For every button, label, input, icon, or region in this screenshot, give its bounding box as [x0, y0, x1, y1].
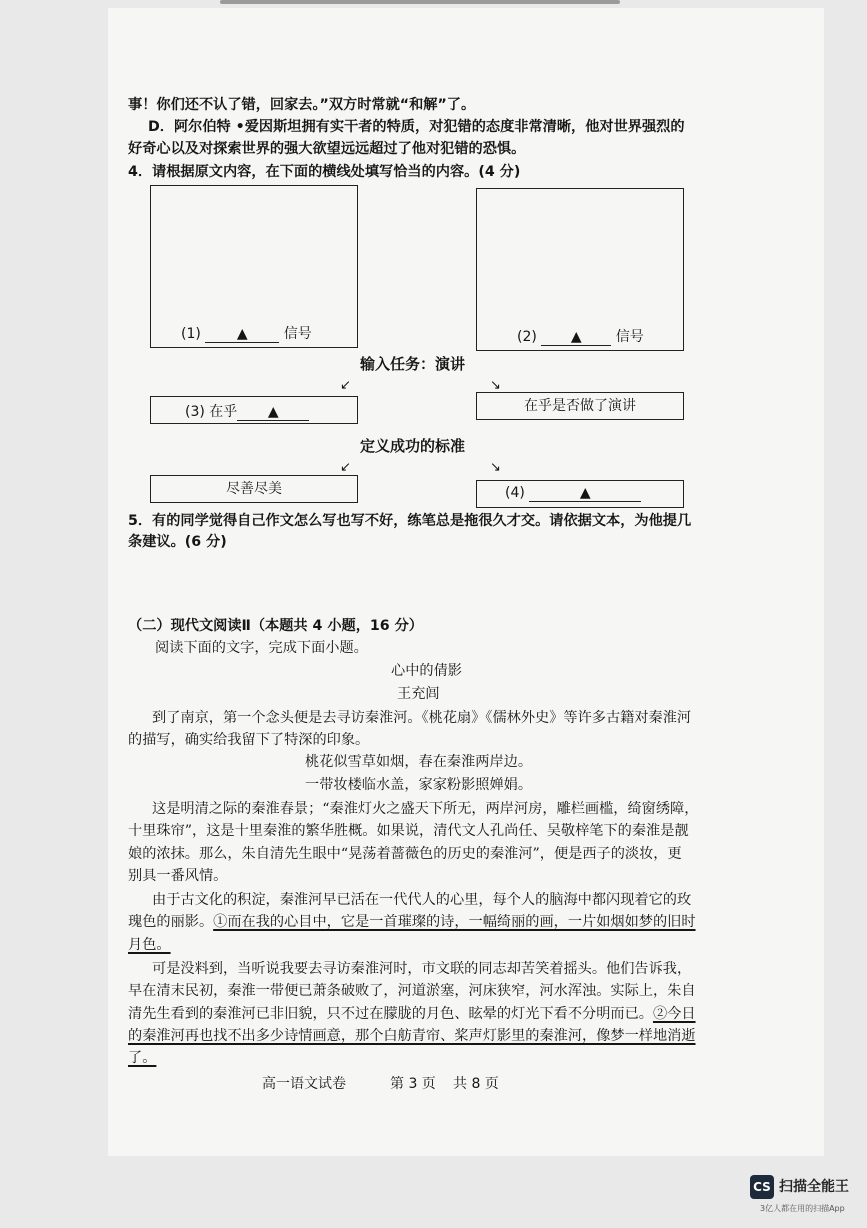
box-2-label [517, 326, 644, 346]
underlined-sentence-1-end: 月色。 [128, 937, 171, 953]
diagram-label-task: 输入任务：演讲 [360, 355, 466, 373]
box-4-label [505, 485, 641, 502]
diagram-label-standard: 定义成功的标准 [360, 437, 466, 455]
camscanner-name: 扫描全能王 [779, 1179, 849, 1195]
box-1-label [181, 323, 312, 343]
passage-author: 王充闾 [397, 686, 440, 702]
poem-line: 桃花似雪草如烟，春在秦淮两岸边。 [305, 754, 533, 770]
option-d-line2: 好奇心以及对探索世界的强大欲望远远超过了他对犯错的恐惧。 [128, 141, 526, 157]
poem-line: 一带妆楼临水盖，家家粉影照婵娟。 [305, 777, 533, 793]
camscanner-logo-icon: CS [750, 1175, 774, 1199]
arrow-down-left-icon: ↙ [340, 460, 351, 475]
passage-text: 清先生看到的秦淮河已非旧貌，只不过在朦胧的月色、眩晕的灯光下看不分明而已。 [128, 1006, 653, 1022]
question-4: 4．请根据原文内容，在下面的横线处填写恰当的内容。(4 分) [128, 164, 521, 180]
passage-line: 娘的浓抹。那么，朱自清先生眼中“晃荡着蔷薇色的历史的秦淮河”，便是西子的淡妆，更 [128, 846, 682, 862]
answer-blank-2[interactable] [541, 329, 611, 346]
box-2-suffix: 信号 [615, 329, 644, 345]
triangle-icon: ▲ [267, 404, 279, 420]
section-heading: （二）现代文阅读Ⅱ（本题共 4 小题，16 分） [128, 618, 423, 634]
passage-title: 心中的倩影 [391, 663, 462, 679]
underlined-sentence-2-cont: 的秦淮河再也找不出多少诗情画意，那个白舫青帘、桨声灯影里的秦淮河，像梦一样地消逝 [128, 1028, 696, 1044]
passage-line: 由于古文化的积淀，秦淮河早已活在一代代人的心里，每个人的脑海中都闪现着它的玫 [152, 892, 692, 908]
passage-line [128, 912, 696, 932]
triangle-icon: ▲ [570, 329, 582, 345]
diagram-box-right-1: 在乎是否做了演讲 [476, 392, 684, 420]
passage-line: 早在清末民初，秦淮一带便已萧条破败了，河道淤塞，河床狭窄，河水浑浊。实际上，朱自 [128, 983, 696, 999]
answer-blank-3[interactable] [237, 404, 309, 421]
triangle-icon: ▲ [236, 326, 248, 342]
box-3-prefix: (3) 在乎 [185, 404, 238, 420]
camscanner-tagline: 3亿人都在用的扫描App [760, 1204, 845, 1213]
passage-line: 这是明清之际的秦淮春景；“秦淮灯火之盛天下所无，两岸河房，雕栏画槛，绮窗绣障， [152, 801, 699, 817]
footer-total-pages: 共 8 页 [453, 1076, 499, 1092]
arrow-down-left-icon: ↙ [340, 378, 351, 393]
reading-instruction: 阅读下面的文字，完成下面小题。 [155, 640, 368, 656]
box-2-prefix: (2) [517, 329, 537, 345]
answer-blank-4[interactable] [529, 485, 641, 502]
diagram-box-4 [476, 480, 684, 508]
option-d-line1: D．阿尔伯特 •爱因斯坦拥有实干者的特质，对犯错的态度非常清晰，他对世界强烈的 [148, 119, 685, 135]
triangle-icon: ▲ [579, 485, 591, 501]
passage-line: 可是没料到，当听说我要去寻访秦淮河时，市文联的同志却苦笑着摇头。他们告诉我， [152, 961, 692, 977]
arrow-down-right-icon: ↘ [490, 378, 501, 393]
diagram-box-1 [150, 185, 358, 348]
passage-line [128, 1004, 696, 1024]
passage-line: 到了南京，第一个念头便是去寻访秦淮河。《桃花扇》《儒林外史》等许多古籍对秦淮河 [152, 710, 692, 726]
question-5-line1: 5．有的同学觉得自己作文怎么写也写不好，练笔总是拖很久才交。请依据文本，为他提几 [128, 513, 692, 529]
diagram-box-3 [150, 396, 358, 424]
box-3-label [185, 401, 309, 421]
diagram-box-2 [476, 188, 684, 351]
footer-exam-title: 高一语文试卷 [262, 1076, 346, 1092]
passage-line: 的描写，确实给我留下了特深的印象。 [128, 732, 370, 748]
diagram-box-left-2: 尽善尽美 [150, 475, 358, 503]
underlined-sentence-2: ②今日 [652, 1006, 696, 1022]
passage-text: 瑰色的丽影。 [128, 914, 214, 930]
box-1-suffix: 信号 [283, 326, 312, 342]
text-line: 事！你们还不认了错，回家去。”双方时常就“和解”了。 [128, 97, 476, 113]
box-1-prefix: (1) [181, 326, 201, 342]
scan-edge-shadow [220, 0, 620, 4]
answer-blank-1[interactable] [205, 326, 279, 343]
underlined-sentence-2-end: 了。 [128, 1050, 157, 1066]
passage-line: 十里珠帘”，这是十里秦淮的繁华胜概。如果说，清代文人孔尚任、吴敬梓笔下的秦淮是靓 [128, 823, 689, 839]
question-5-line2: 条建议。(6 分) [128, 534, 227, 550]
box-4-prefix: (4) [505, 485, 525, 501]
arrow-down-right-icon: ↘ [490, 460, 501, 475]
underlined-sentence-1: ①而在我的心目中，它是一首璀璨的诗，一幅绮丽的画，一片如烟如梦的旧时 [213, 914, 696, 930]
footer-page-number: 第 3 页 [390, 1076, 436, 1092]
passage-line: 别具一番风情。 [128, 868, 228, 884]
